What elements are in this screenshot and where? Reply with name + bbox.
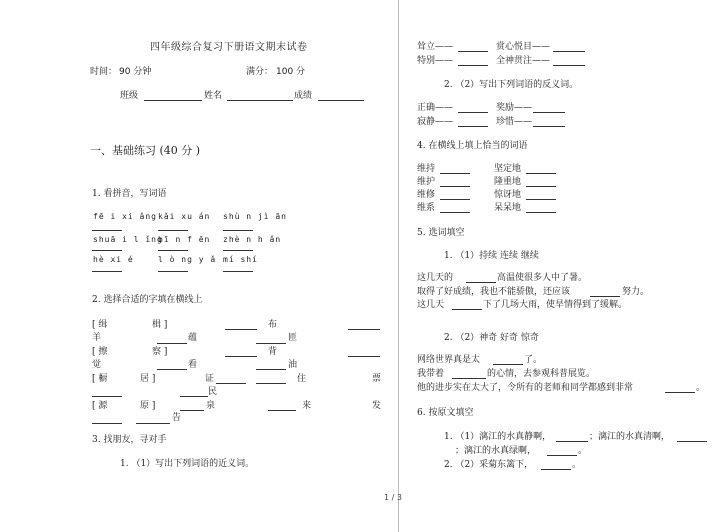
pinyin-blank-1[interactable]: [92, 230, 122, 231]
sentence-part: 这几天: [417, 300, 445, 310]
recite-line: 1. （1）漓江的水真静啊，: [444, 432, 552, 442]
antonym-pair: 正确——: [417, 103, 454, 113]
char-blank[interactable]: [256, 343, 286, 344]
page-title: 四年级综合复习下册语文期末试卷: [150, 42, 308, 53]
word-item: 维系: [417, 203, 436, 213]
char-word: 住: [297, 374, 307, 384]
char-blank[interactable]: [256, 383, 286, 384]
question-5-title: 5. 选词填空: [417, 228, 465, 238]
word-item: 呆呆地: [494, 203, 522, 213]
pinyin-5: bī n f ēn: [158, 235, 211, 244]
recite-line: 。: [578, 446, 588, 456]
synonym-blank[interactable]: [553, 51, 585, 52]
word-item: 惊讶地: [494, 190, 522, 200]
pinyin-9: mí shí: [223, 255, 258, 264]
question-5-sub-2: 2. （2）神奇 好奇 惊奇: [444, 333, 539, 343]
question-4-title: 4. 在横线上填上恰当的词语: [417, 141, 528, 151]
char-word: 布: [268, 320, 278, 330]
sentence-part: 高温使很多人中了暑。: [497, 273, 588, 283]
pinyin-8: l ò ng y ǎ: [158, 255, 217, 264]
sentence-blank[interactable]: [466, 282, 496, 283]
pinyin-3: shù n jì ān: [223, 212, 287, 221]
char-blank[interactable]: [92, 396, 122, 397]
word-item: 隆重地: [494, 177, 522, 187]
char-blank[interactable]: [180, 396, 208, 397]
class-blank[interactable]: [144, 100, 202, 101]
char-blank[interactable]: [157, 369, 187, 370]
word-blank[interactable]: [440, 199, 470, 200]
sentence-blank[interactable]: [665, 392, 695, 393]
char-word: 民: [208, 387, 218, 397]
char-word: 告: [172, 413, 182, 423]
question-3-sub-1: 1. （1）写出下列词语的近义词。: [120, 459, 255, 469]
char-blank[interactable]: [216, 383, 246, 384]
grade-label: 成绩: [294, 91, 313, 101]
word-item: 维修: [417, 190, 436, 200]
name-blank[interactable]: [227, 100, 293, 101]
sentence-part: 他的进步实在太大了，令所有的老师和同学都感到非常: [417, 383, 634, 393]
char-word: 票: [372, 374, 382, 384]
word-blank[interactable]: [440, 173, 470, 174]
sentence-part: 这几天的: [417, 273, 454, 283]
recite-line: ；漓江的水真清啊，: [589, 432, 671, 442]
recite-line: 2. （2）采菊东篱下，: [444, 460, 534, 470]
sentence-part: 努力。: [622, 287, 650, 297]
synonym-pair: 耸立——: [417, 42, 454, 52]
char-blank[interactable]: [348, 356, 380, 357]
section-heading: 一、基础练习 (40 分 ): [90, 144, 201, 157]
pinyin-blank-6[interactable]: [223, 250, 253, 251]
synonym-pair: 特别——: [417, 56, 454, 66]
recite-line: ；漓江的水真绿啊，: [455, 446, 537, 456]
synonym-blank[interactable]: [458, 51, 488, 52]
char-word: 羊: [92, 333, 102, 343]
char-word: 来: [302, 401, 312, 411]
char-choice: [ 缉: [92, 320, 108, 330]
char-word: 泉: [206, 401, 216, 411]
sentence-part: 网络世界真是太: [417, 355, 481, 365]
char-blank[interactable]: [268, 410, 296, 411]
question-2-title: 2. 选择合适的字填在横线上: [92, 295, 203, 305]
synonym-pair: 全神贯注——: [496, 56, 551, 66]
recite-line: 。: [572, 460, 582, 470]
char-blank[interactable]: [136, 423, 170, 424]
char-word: 看: [188, 360, 198, 370]
char-blank[interactable]: [225, 356, 257, 357]
char-word: 证: [205, 374, 215, 384]
grade-blank[interactable]: [318, 100, 364, 101]
time-value: 90 分钟: [119, 67, 152, 77]
pinyin-2: kǎi xu án: [158, 212, 211, 221]
antonym-blank[interactable]: [533, 126, 565, 127]
word-blank[interactable]: [526, 199, 556, 200]
word-blank[interactable]: [526, 186, 556, 187]
pinyin-4: shuā i l ǐng: [93, 235, 163, 244]
antonym-pair: 珍惜——: [496, 117, 533, 127]
pinyin-7: hè xi é: [93, 255, 134, 264]
word-blank[interactable]: [440, 212, 470, 213]
antonym-pair: 寂静——: [417, 117, 454, 127]
time-label: 时间：: [90, 67, 118, 77]
pinyin-blank-9[interactable]: [223, 271, 253, 272]
sentence-blank[interactable]: [493, 364, 523, 365]
char-choice: [ 橱: [92, 374, 108, 384]
pinyin-1: fē i xi ǎng: [93, 212, 157, 221]
score-label: 满分：: [246, 67, 274, 77]
char-word: 发: [372, 401, 382, 411]
char-choice: 察 ]: [152, 347, 168, 357]
recite-blank[interactable]: [677, 441, 707, 442]
antonym-blank[interactable]: [458, 126, 488, 127]
char-blank[interactable]: [256, 369, 286, 370]
char-blank[interactable]: [348, 329, 380, 330]
sentence-part: 我带着: [417, 369, 445, 379]
pinyin-6: zhè n h ǎn: [223, 235, 282, 244]
word-blank[interactable]: [526, 212, 556, 213]
column-divider: [398, 0, 399, 532]
sentence-part: 了。: [524, 355, 543, 365]
name-label: 姓名: [204, 91, 223, 101]
sentence-part: 下了几场大雨，使旱情得到了缓解。: [483, 300, 628, 310]
synonym-blank[interactable]: [553, 65, 585, 66]
word-item: 坚定地: [494, 164, 522, 174]
pinyin-blank-2[interactable]: [158, 230, 188, 231]
recite-blank[interactable]: [556, 441, 588, 442]
antonym-pair: 奖励——: [496, 103, 533, 113]
recite-blank[interactable]: [541, 469, 571, 470]
char-blank[interactable]: [180, 410, 204, 411]
question-6-title: 6. 按原文填空: [417, 408, 474, 418]
char-word: 匝: [288, 333, 298, 343]
sentence-blank[interactable]: [452, 378, 486, 379]
question-3-title: 3. 找朋友，寻对手: [92, 435, 167, 445]
word-blank[interactable]: [526, 173, 556, 174]
char-blank[interactable]: [92, 423, 122, 424]
char-blank[interactable]: [157, 343, 187, 344]
pinyin-blank-8[interactable]: [158, 271, 188, 272]
sentence-part: 取得了好成绩，我也不能骄傲，还应该: [417, 287, 571, 297]
char-word: 觉: [92, 360, 102, 370]
recite-blank[interactable]: [547, 455, 577, 456]
synonym-pair: 赏心悦目——: [496, 42, 551, 52]
char-word: 背: [268, 347, 278, 357]
word-item: 维持: [417, 164, 436, 174]
sentence-part: 的心情，去参观科普展览。: [487, 369, 596, 379]
char-choice: [ 擦: [92, 347, 108, 357]
word-item: 维护: [417, 177, 436, 187]
pinyin-blank-7[interactable]: [92, 271, 122, 272]
char-choice: 原 ]: [140, 401, 156, 411]
question-5-sub-1: 1. （1）持续 连续 继续: [444, 251, 539, 261]
score-value: 100 分: [276, 67, 306, 77]
char-choice: 楫 ]: [152, 320, 168, 330]
antonym-blank[interactable]: [533, 112, 565, 113]
sentence-blank[interactable]: [452, 309, 482, 310]
page-number: 1 / 3: [384, 493, 402, 502]
question-3-sub-2: 2. （2）写出下列词语的反义词。: [444, 80, 579, 90]
char-choice: [ 源: [92, 401, 108, 411]
sentence-blank[interactable]: [590, 296, 620, 297]
synonym-blank[interactable]: [458, 65, 488, 66]
class-label: 班级: [120, 91, 139, 101]
char-choice: 居 ]: [140, 374, 156, 384]
word-blank[interactable]: [440, 186, 470, 187]
pinyin-blank-5[interactable]: [158, 250, 188, 251]
char-word: 油: [288, 360, 298, 370]
pinyin-blank-3[interactable]: [223, 230, 253, 231]
antonym-blank[interactable]: [458, 112, 488, 113]
char-blank[interactable]: [225, 329, 257, 330]
char-word: 蕴: [188, 333, 198, 343]
question-1-title: 1. 看拼音，写词语: [92, 189, 167, 199]
pinyin-blank-4[interactable]: [92, 250, 122, 251]
sentence-part: 。: [696, 383, 706, 393]
